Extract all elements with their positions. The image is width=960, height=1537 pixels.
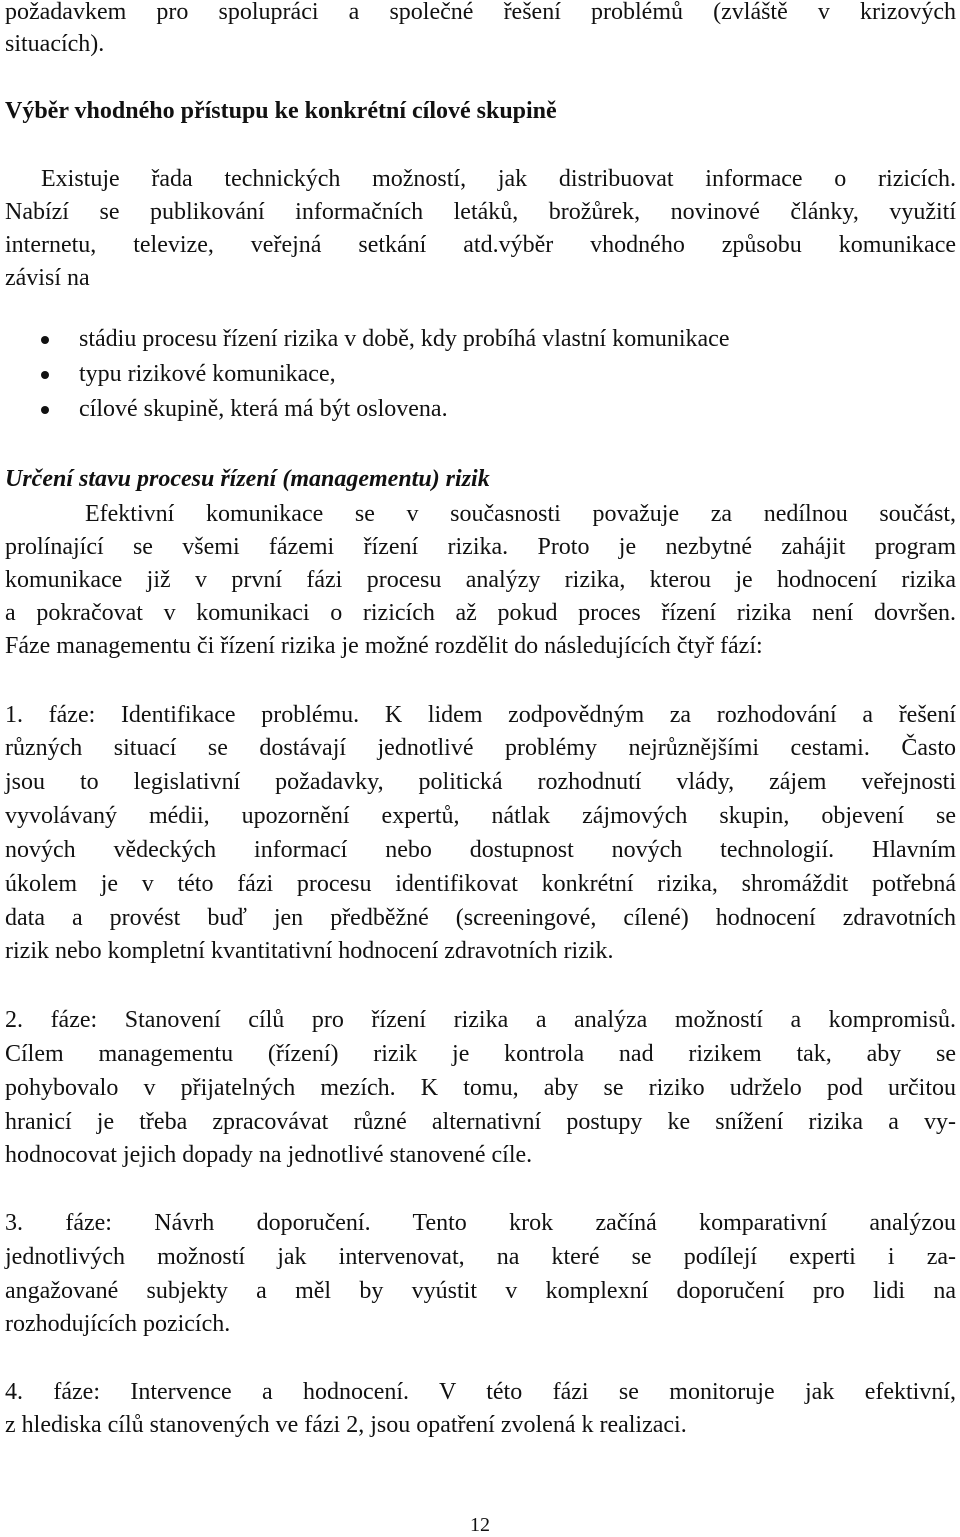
paragraph-line: jednotlivých možností jak intervenovat, na které se podílejí experti i za- (5, 1244, 956, 1270)
list-item-text: cílové skupině, která má být oslovena. (79, 396, 448, 422)
paragraph-line: Existuje řada technických možností, jak distribuovat informace o rizicích. (41, 166, 956, 192)
paragraph-line: Fáze managementu či řízení rizika je možné rozdělit do následujících čtyř fází: (5, 633, 763, 659)
list-item (5, 395, 956, 425)
paragraph-line: prolínající se všemi fázemi řízení rizika. Proto je nezbytné zahájit program (5, 534, 956, 560)
paragraph-line: situacích). (5, 31, 105, 57)
paragraph-line: hranicí je třeba zpracovávat různé alternativní postupy ke snížení rizika a vy- (5, 1109, 956, 1135)
paragraph-line: vyvolávaný médii, upozornění expertů, nátlak zájmových skupin, objevení se (5, 803, 956, 829)
paragraph-line: různých situací se dostávají jednotlivé problémy nejrůznějšími cestami. Často (5, 735, 956, 761)
paragraph-line: 3. fáze: Návrh doporučení. Tento krok začíná komparativní analýzou (5, 1210, 956, 1236)
section-heading: Výběr vhodného přístupu ke konkrétní cílové skupině (5, 98, 557, 124)
paragraph-line: Nabízí se publikování informačních letáků, brožůrek, novinové články, využití (5, 199, 956, 225)
paragraph-line: 1. fáze: Identifikace problému. K lidem zodpovědným za rozhodování a řešení (5, 702, 956, 728)
paragraph-line: rizik nebo kompletní kvantitativní hodnocení zdravotních rizik. (5, 938, 614, 964)
paragraph-line: rozhodujících pozicích. (5, 1311, 231, 1337)
list-item-text: stádiu procesu řízení rizika v době, kdy probíhá vlastní komunikace (79, 326, 730, 352)
paragraph-line: hodnocovat jejich dopady na jednotlivé stanovené cíle. (5, 1142, 533, 1168)
paragraph-line: úkolem je v této fázi procesu identifikovat konkrétní rizika, shromáždit potřebná (5, 871, 956, 897)
paragraph-line: z hlediska cílů stanovených ve fázi 2, jsou opatření zvolená k realizaci. (5, 1412, 687, 1438)
paragraph-line: Cílem managementu (řízení) rizik je kontrola nad rizikem tak, aby se (5, 1041, 956, 1067)
paragraph-line: jsou to legislativní požadavky, politická rozhodnutí vlády, zájem veřejnosti (5, 769, 956, 795)
paragraph-line: 4. fáze: Intervence a hodnocení. V této fázi se monitoruje jak efektivní, (5, 1379, 956, 1405)
paragraph-line: data a provést buď jen předběžné (screeningové, cílené) hodnocení zdravotních (5, 905, 956, 931)
paragraph-line: pohybovalo v přijatelných mezích. K tomu, aby se riziko udrželo pod určitou (5, 1075, 956, 1101)
bullet-icon (41, 336, 49, 344)
list-item (5, 360, 956, 390)
paragraph-line: nových vědeckých informací nebo dostupnost nových technologií. Hlavním (5, 837, 956, 863)
bullet-icon (41, 406, 49, 414)
paragraph-line: angažované subjekty a měl by vyústit v komplexní doporučení pro lidi na (5, 1278, 956, 1304)
paragraph-line: komunikace již v první fázi procesu analýzy rizika, kterou je hodnocení rizika (5, 567, 956, 593)
paragraph-line: požadavkem pro spolupráci a společné řešení problémů (zvláště v krizových (5, 0, 956, 25)
page-number: 12 (470, 1514, 490, 1536)
paragraph-line: internetu, televize, veřejná setkání atd.výběr vhodného způsobu komunikace (5, 232, 956, 258)
bullet-icon (41, 371, 49, 379)
section-heading: Určení stavu procesu řízení (managementu) rizik (5, 466, 490, 492)
paragraph-line: 2. fáze: Stanovení cílů pro řízení rizika a analýza možností a kompromisů. (5, 1007, 956, 1033)
list-item-text: typu rizikové komunikace, (79, 361, 336, 387)
list-item (5, 325, 956, 355)
paragraph-line: a pokračovat v komunikaci o rizicích až pokud proces řízení rizika není dovršen. (5, 600, 956, 626)
paragraph-line: závisí na (5, 265, 90, 291)
paragraph-line: Efektivní komunikace se v současnosti považuje za nedílnou součást, (85, 501, 956, 527)
